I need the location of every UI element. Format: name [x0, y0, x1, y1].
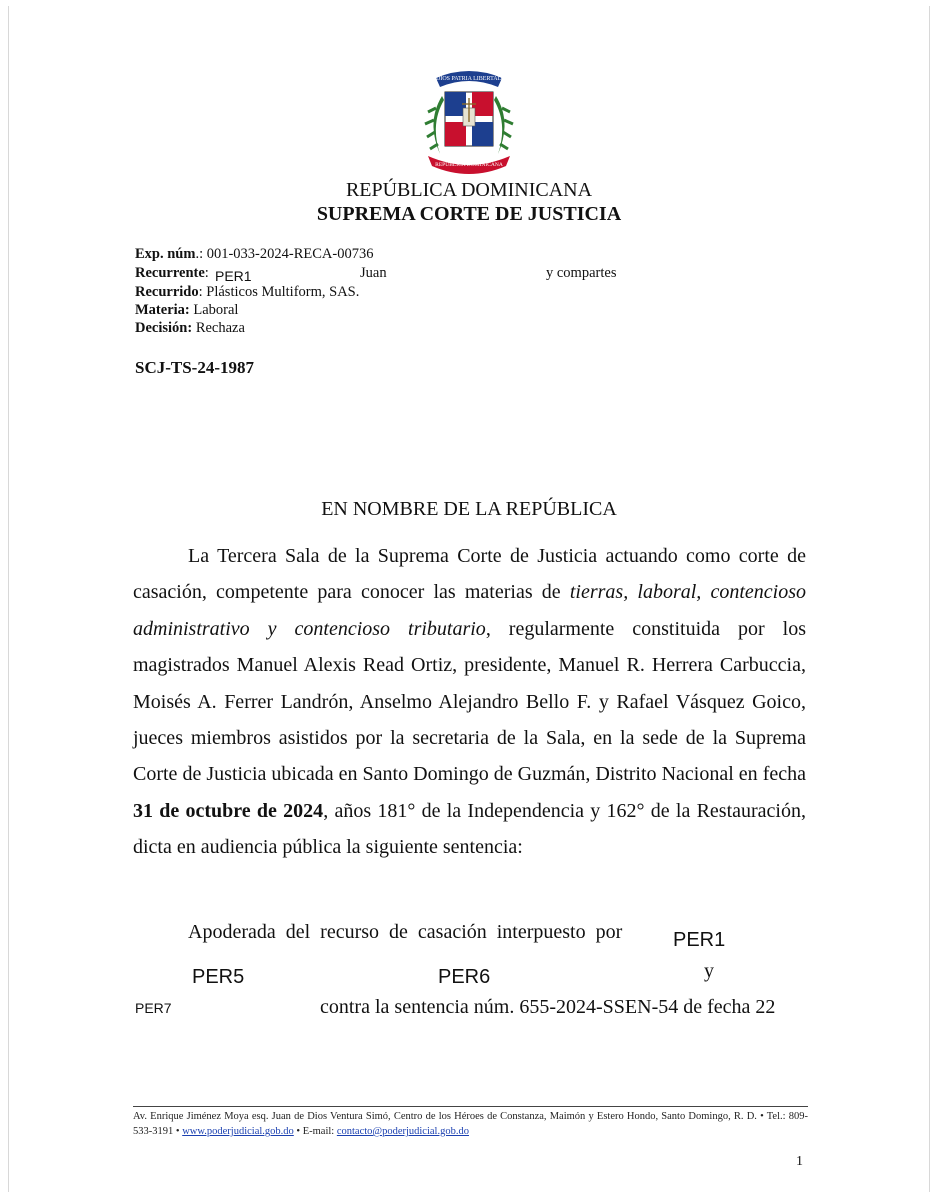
redacted-per7: PER7 — [135, 1000, 172, 1016]
recurrente-colon: : — [204, 265, 209, 281]
country-title: REPÚBLICA DOMINICANA — [345, 179, 593, 201]
redacted-per5: PER5 — [192, 966, 245, 988]
redacted-per6: PER6 — [438, 966, 491, 988]
footer-address: Av. Enrique Jiménez Moya esq. Juan de Dios Ventura Simó, Centro de los Héroes de Constanza, Maimón y Estero Hondo, Santo Domingo, R. D. • Tel.: 809-533-3191 • — [133, 1111, 808, 1137]
recurrente-suffix: y compartes — [546, 265, 617, 281]
expediente-line — [135, 246, 373, 263]
recurrido-line — [135, 284, 359, 301]
body-paragraph — [133, 538, 806, 866]
paragraph-text-2: , regularmente constituida por los magistrados Manuel Alexis Read Ortiz, presidente, Manuel R. Herrera Carbuccia, Moisés A. Ferrer Landrón, Anselmo Alejandro Bello F. y Rafael Vásquez Goico, jueces miembros asistidos por la secretaria de la Sala, en la sede de la Suprema Corte de Justicia ubicada en Santo Domingo de Guzmán, Distrito Nacional en fecha — [133, 617, 806, 786]
conjunction-y: y — [704, 960, 714, 982]
footer-email-label: • E-mail: — [293, 1126, 337, 1137]
court-title: SUPREMA CORTE DE JUSTICIA — [316, 203, 622, 225]
paragraph-text-3: , años 181° de la Independencia y 162° de la Restauración, dicta en audiencia pública la siguiente sentencia: — [133, 799, 806, 859]
decision-line — [135, 320, 245, 337]
seal-ribbon: REPÚBLICA DOMINICANA — [435, 162, 503, 168]
coat-of-arms-seal — [414, 62, 524, 180]
expediente-label: Exp. núm — [135, 246, 196, 262]
recurrente-label: Recurrente — [135, 265, 205, 281]
recurrido-value: : Plásticos Multiform, SAS. — [198, 284, 360, 300]
expediente-value: .: 001-033-2024-RECA-00736 — [195, 246, 374, 262]
materia-label: Materia: — [135, 302, 190, 318]
footer-email-link[interactable]: contacto@poderjudicial.gob.do — [336, 1126, 469, 1137]
paragraph-matters: tierras, laboral, contencioso administrativo y contencioso tributario — [133, 581, 806, 640]
recurrido-label: Recurrido — [135, 284, 199, 300]
materia-line — [135, 302, 238, 319]
decision-value: Rechaza — [192, 320, 245, 336]
section-heading: EN NOMBRE DE LA REPÚBLICA — [321, 498, 617, 520]
case-number: SCJ-TS-24-1987 — [135, 358, 255, 377]
second-paragraph-line-3: contra la sentencia núm. 655-2024-SSEN-54 de fecha 22 — [320, 996, 776, 1018]
page-number: 1 — [796, 1154, 803, 1169]
footer — [133, 1109, 808, 1139]
recurrente-name: Juan — [360, 265, 387, 281]
paragraph-text-1: La Tercera Sala de la Suprema Corte de Justicia actuando como corte de casación, competente para conocer las materias de — [133, 545, 806, 604]
recurrente-line — [135, 265, 209, 282]
footer-divider — [133, 1106, 808, 1107]
recurrente-redacted: PER1 — [215, 268, 252, 284]
seal-motto: DIOS PATRIA LIBERTAD — [436, 76, 502, 82]
second-paragraph-line-1: Apoderada del recurso de casación interpuesto por — [188, 921, 623, 943]
footer-website-link[interactable]: www.poderjudicial.gob.do — [182, 1126, 294, 1137]
decision-label: Decisión: — [135, 320, 193, 336]
materia-value: Laboral — [189, 302, 239, 318]
redacted-per1: PER1 — [673, 929, 726, 951]
paragraph-date: 31 de octubre de 2024 — [133, 799, 324, 822]
